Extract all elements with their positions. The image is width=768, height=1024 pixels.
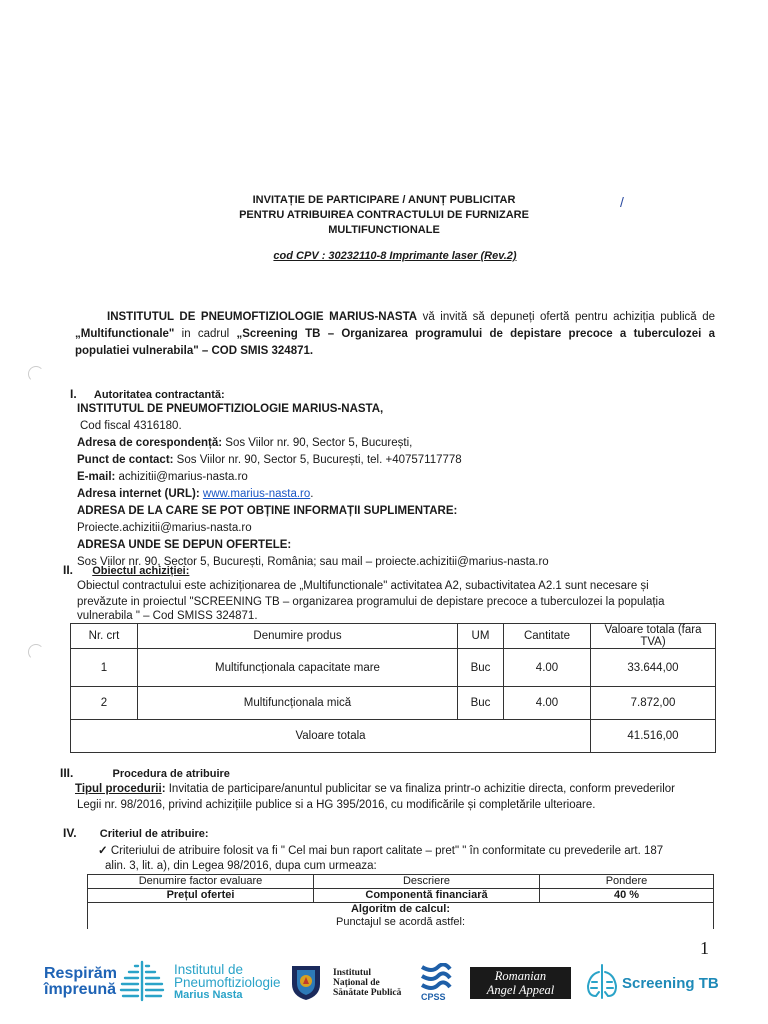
cell-quantity: 4.00 (504, 649, 591, 687)
logo3-line-1: Institutul (333, 968, 372, 978)
cell-nr: 2 (71, 687, 138, 720)
section-4-number: IV. (63, 826, 77, 840)
info-address-label: ADRESA DE LA CARE SE POT OBȚINE INFORMAȚII SUPLIMENTARE: (77, 505, 458, 517)
url-dot: . (310, 488, 314, 500)
url-label: Adresa internet (URL): (77, 488, 200, 500)
correspondence-address (77, 435, 412, 452)
col-factor: Denumire factor evaluare (88, 875, 314, 889)
logo3-line-3: Sănătate Publică (333, 988, 402, 998)
title-line-1: INVITAȚIE DE PARTICIPARE / ANUNȚ PUBLICITAR (252, 194, 516, 206)
section-2-line-3: vulnerabila " – Cod SMISS 324871. (77, 610, 258, 622)
contact-label: Punct de contact: (77, 454, 174, 466)
criteria-table (87, 874, 714, 929)
logo5-line-1: Romanian (494, 969, 547, 983)
points-label: Punctajul se acordă astfel: (335, 916, 466, 928)
intro-text-1: vă invită să depuneți ofertă pentru achiziția publică de (417, 311, 715, 323)
submit-address-value: Sos Viilor nr. 90, Sector 5, București, România; sau mail – proiecte.achizitii@marius-nasta.ro (77, 556, 549, 568)
cell-nr: 1 (71, 649, 138, 687)
section-4-title: Criteriul de atribuire: (99, 828, 209, 840)
intro-project: „Screening TB – Organizarea programului de depistare precoce a tuberculozei a populatiei vulnerabila" – COD SMIS 324871. (75, 328, 715, 357)
col-quantity: Cantitate (504, 624, 591, 649)
intro-item: „Multifunctionale" (75, 328, 175, 340)
products-table (70, 623, 716, 753)
section-1-header (70, 387, 225, 401)
table-total-row (71, 720, 716, 753)
email-value[interactable]: achizitii@marius-nasta.ro (115, 471, 248, 483)
lungs-icon (117, 960, 167, 1002)
logo1-line-2: împreună (44, 981, 117, 998)
col-nr: Nr. crt (71, 624, 138, 649)
logo-insp (333, 968, 401, 998)
section-1-number: I. (70, 387, 77, 401)
section-3-number: III. (60, 766, 74, 780)
page-number: 1 (700, 938, 709, 958)
contact-value: Sos Viilor nr. 90, Sector 5, București, tel. +40757117778 (173, 454, 462, 466)
handwritten-slash-mark: / (620, 194, 624, 210)
section-1-title: Autoritatea contractantă: (93, 389, 225, 401)
insp-shield-icon (289, 962, 323, 1002)
total-value: 41.516,00 (591, 720, 716, 753)
screening-tb-lungs-icon (584, 962, 620, 1002)
fiscal-code: Cod fiscal 4316180. (80, 420, 182, 432)
col-description: Descriere (314, 875, 540, 889)
contact-point (77, 452, 462, 469)
logo3-line-2: Național de (333, 978, 380, 988)
logo-institutul-pneumoftiziologie (174, 963, 281, 1002)
table-row (88, 903, 714, 930)
algorithm-label: Algoritm de calcul: (350, 903, 451, 915)
cpv-code: cod CPV : 30232110-8 Imprimante laser (Rev.2) (273, 250, 517, 262)
algo-cell (88, 903, 714, 930)
criterion-text: Criteriului de atribuire folosit va fi " Cel mai bun raport calitate – pret" " în conformitate cu prevederile art. 187 (107, 845, 664, 857)
section-2-line-2: prevăzute in proiectul "SCREENING TB – organizarea programului de depistare precoce a tuberculozei la populația (77, 596, 665, 608)
intro-text-2: in cadrul (174, 328, 237, 340)
section-2-line-1: Obiectul contractului este achiziționarea de „Multifunctionale" activitatea A2, subactivitatea A2.1 sunt necesare și (77, 580, 649, 592)
cell-description: Componentă financiară (314, 889, 540, 903)
cell-weight: 40 % (540, 889, 714, 903)
section-2-title: Obiectul achiziției: (92, 565, 190, 577)
logo5-line-2: Angel Appeal (486, 983, 555, 997)
submit-address-label: ADRESA UNDE SE DEPUN OFERTELE: (77, 539, 292, 551)
cpss-label: CPSS (421, 992, 446, 1002)
logo-respiram-impreuna (44, 966, 117, 998)
section-4-header (63, 826, 209, 840)
logo2-line-3: Marius Nasta (174, 989, 243, 1001)
section-2-number: II. (63, 563, 74, 577)
col-product: Denumire produs (138, 624, 458, 649)
total-label: Valoare totala (71, 720, 591, 753)
logo-screening-tb: Screening TB (622, 975, 719, 992)
procedure-type-colon: : (161, 783, 166, 795)
section-3-header (60, 766, 230, 780)
url-line (77, 486, 313, 503)
logo2-line-2: Pneumoftiziologie (174, 975, 281, 990)
info-address-value[interactable]: Proiecte.achizitii@marius-nasta.ro (77, 522, 252, 534)
col-um: UM (458, 624, 504, 649)
email-label: E-mail: (77, 471, 116, 483)
cell-value: 33.644,00 (591, 649, 716, 687)
correspondence-value: Sos Viilor nr. 90, Sector 5, București, (222, 437, 413, 449)
scan-artifact (28, 366, 44, 382)
cell-um: Buc (458, 687, 504, 720)
logo-romanian-angel-appeal (470, 967, 571, 999)
authority-name: INSTITUTUL DE PNEUMOFTIZIOLOGIE MARIUS-NASTA, (77, 403, 384, 415)
table-row (71, 649, 716, 687)
col-weight: Pondere (540, 875, 714, 889)
table-row (88, 889, 714, 903)
intro-paragraph (75, 309, 715, 360)
email-line (77, 469, 248, 486)
intro-institution: INSTITUTUL DE PNEUMOFTIZIOLOGIE MARIUS-NASTA (107, 311, 418, 323)
col-value: Valoare totala (fara TVA) (591, 624, 716, 649)
logo2-line-1: Institutul de (174, 962, 244, 977)
section-4-line-2: alin. 3, lit. a), din Legea 98/2016, dupa cum urmeaza: (105, 860, 377, 872)
scan-artifact (28, 644, 44, 660)
cell-value: 7.872,00 (591, 687, 716, 720)
website-link[interactable]: www.marius-nasta.ro (202, 488, 311, 500)
section-3-title: Procedura de atribuire (112, 768, 230, 780)
title-line-3: MULTIFUNCTIONALE (328, 224, 440, 236)
procedure-type-label: Tipul procedurii (75, 783, 162, 795)
procedure-type-value: Invitatia de participare/anuntul publicitar se va finaliza printr-o achizitie directa, conform prevederilor (165, 783, 675, 795)
cell-factor: Prețul ofertei (88, 889, 314, 903)
cell-product: Multifuncționala capacitate mare (138, 649, 458, 687)
cell-um: Buc (458, 649, 504, 687)
cpss-icon (418, 963, 454, 991)
cell-product: Multifuncționala mică (138, 687, 458, 720)
checkmark-icon: ✓ (98, 845, 108, 857)
correspondence-label: Adresa de corespondență: (77, 437, 223, 449)
section-3-line-1 (75, 781, 675, 798)
criteria-table-header (88, 875, 714, 889)
logo1-line-1: Respirăm (44, 965, 117, 982)
section-3-line-2: Legii nr. 98/2016, privind achizițiile publice si a HG 395/2016, cu modificările și completările ulterioare. (77, 799, 596, 811)
table-row (71, 687, 716, 720)
products-table-header (71, 624, 716, 649)
cell-quantity: 4.00 (504, 687, 591, 720)
title-line-2: PENTRU ATRIBUIREA CONTRACTULUI DE FURNIZARE (239, 209, 529, 221)
section-2-header (63, 563, 189, 577)
